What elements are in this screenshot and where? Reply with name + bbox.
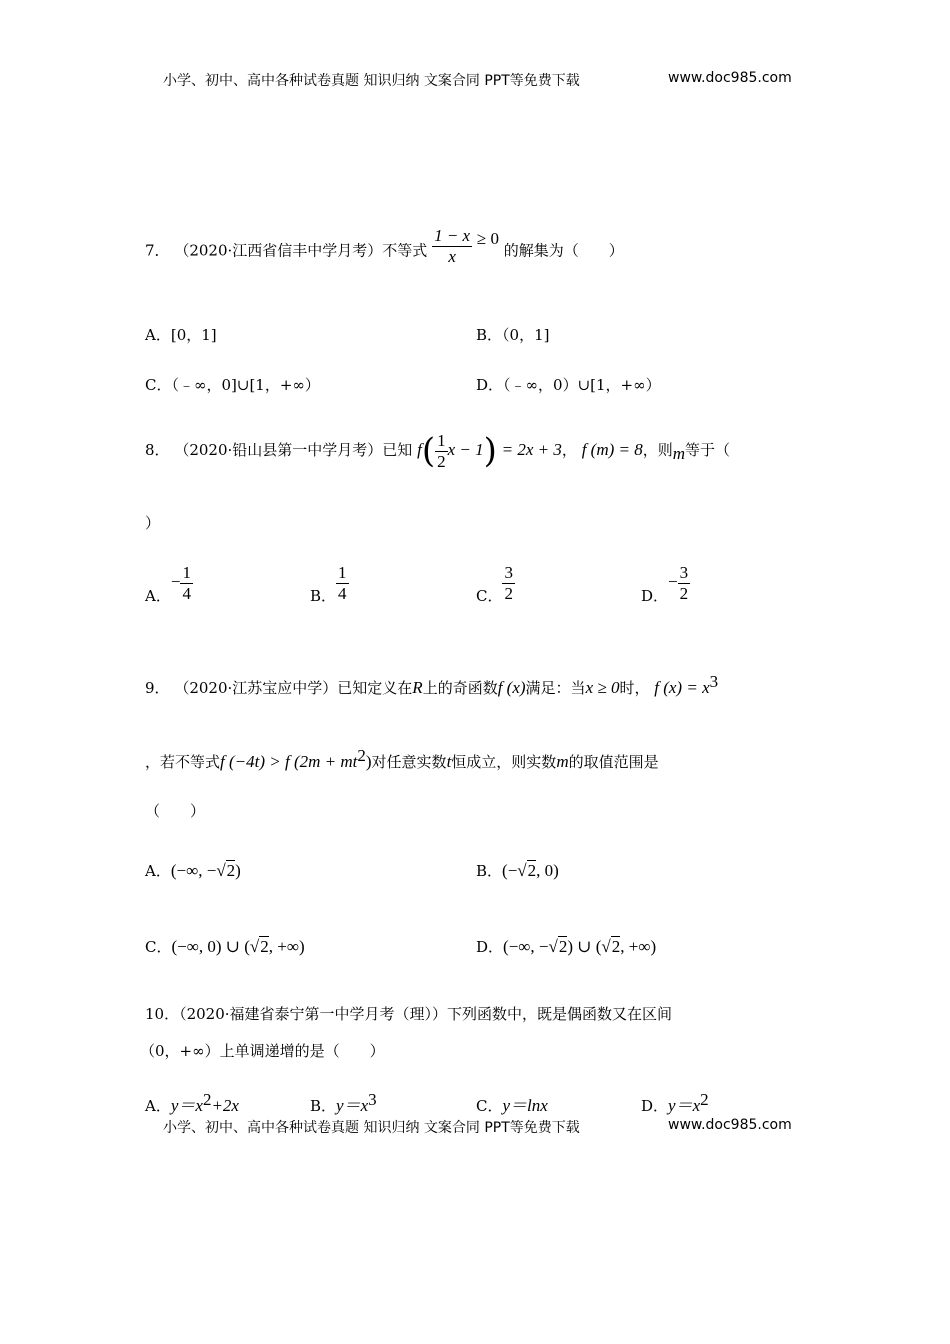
footer-url: www.doc985.com	[668, 1117, 792, 1133]
question-number: 8．	[145, 441, 170, 460]
option-9d: D．(−∞, −√2) ∪ (√2, +∞)	[476, 937, 657, 956]
option-10c: C．y＝lnx	[476, 1096, 548, 1115]
page-header	[163, 70, 580, 90]
question-9-line2: ，若不等式f (−4t) > f $(2m + mt^2)$对任意实数t恒成立，则实数m的取值范围是	[145, 746, 659, 771]
option-10a: A．$y=x^2+2x$	[145, 1090, 239, 1115]
question-source: （2020·江西省信丰中学月考）	[174, 241, 383, 260]
question-8: 8． （2020·铅山县第一中学月考）已知 f( $\frac{1}{2}$ x − 1) = 2x + 3， f (m) = 8，则m等于（	[145, 431, 731, 472]
header-text: 小学、初中、高中各种试卷真题 知识归纳 文案合同 PPT等免费下载	[163, 73, 580, 89]
question-number: 7．	[145, 241, 170, 260]
option-7d: D．（﹣∞，0）∪[1，+∞）	[476, 376, 661, 394]
question-source: （2020·铅山县第一中学月考）	[174, 441, 383, 460]
option-10d: D．$y=x^2$	[641, 1090, 709, 1115]
page-footer	[163, 1117, 580, 1137]
question-10: 10．（2020·福建省泰宁第一中学月考（理））下列函数中，既是偶函数又在区间	[145, 1005, 673, 1023]
option-10b: B．$y=x^3$	[310, 1090, 377, 1115]
question-number: 9．	[145, 679, 170, 697]
option-7c: C．（﹣∞，0]∪[1，+∞）	[145, 376, 320, 394]
question-source: （2020·福建省泰宁第一中学月考（理））	[179, 1005, 448, 1023]
header-url: www.doc985.com	[668, 70, 792, 86]
option-9c: C．(−∞, 0) ∪ (√2, +∞)	[145, 937, 305, 956]
question-source: （2020·江苏宝应中学）	[174, 679, 338, 697]
option-8c: C． $\frac{3}{2}$	[476, 563, 513, 606]
question-9-line3: （ ）	[145, 802, 206, 820]
option-7a: A．[0，1]	[145, 326, 217, 344]
question-number: 10．	[145, 1005, 180, 1023]
option-7b: B．（0，1]	[476, 326, 550, 344]
option-8a: A．− $\frac{1}{4}$	[145, 563, 191, 606]
question-7: 7． （2020·江西省信丰中学月考）不等式 $\frac{1 - x}{x}$ ≥ 0 的解集为（ ）	[145, 226, 624, 266]
question-9: 9． （2020·江苏宝应中学）已知定义在R上的奇函数f (x)满足：当x ≥ 0时， f $(x) = x^3$	[145, 672, 719, 697]
question-10-line2: （0，+∞）上单调递增的是（ ）	[140, 1042, 385, 1060]
option-8d: D．− $\frac{3}{2}$	[641, 563, 689, 606]
option-9b: B．(−√2, 0)	[476, 861, 559, 880]
fraction: $\frac{1 - x}{x}$	[434, 226, 471, 266]
option-8b: B． $\frac{1}{4}$	[310, 563, 347, 606]
footer-text: 小学、初中、高中各种试卷真题 知识归纳 文案合同 PPT等免费下载	[163, 1120, 580, 1136]
option-9a: A．(−∞, −√2)	[145, 861, 241, 880]
question-8-close: ）	[145, 514, 161, 532]
